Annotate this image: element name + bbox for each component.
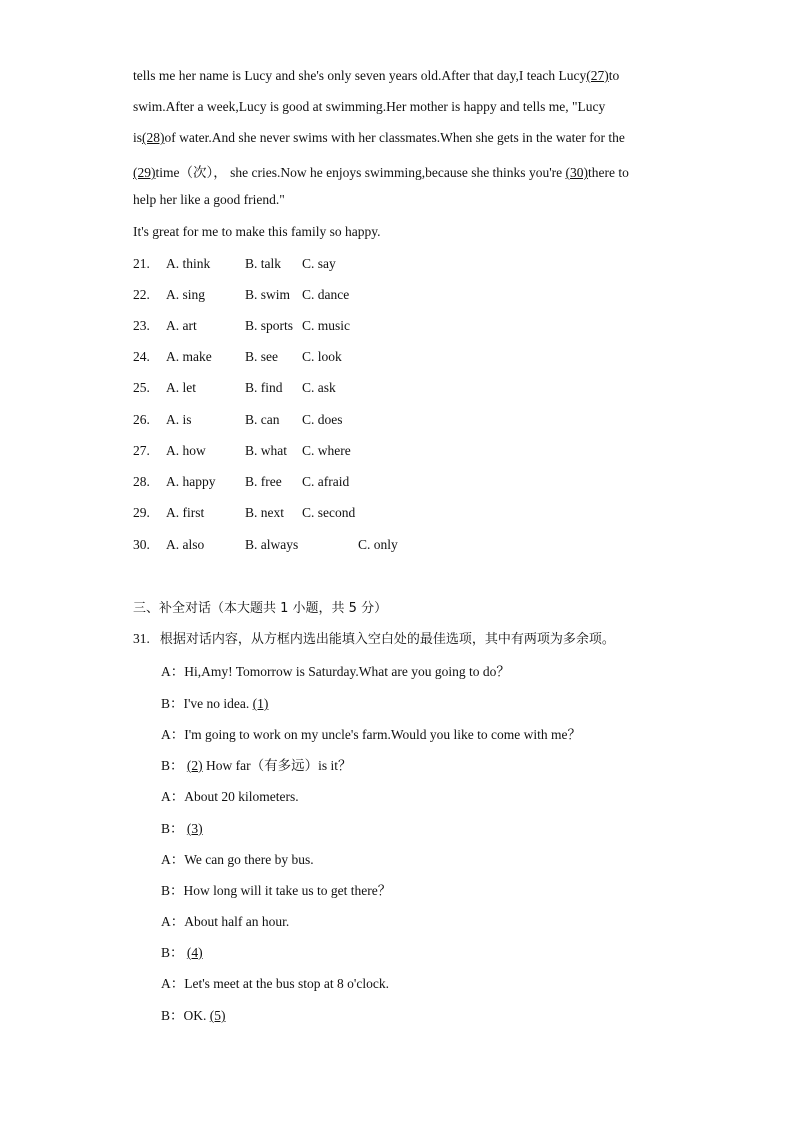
- question-instruction: 根据对话内容，从方框内选出能填入空白处的最佳选项，其中有两项为多余项。: [159, 632, 615, 647]
- option-a: A. happy: [166, 474, 216, 489]
- option-a: A. sing: [166, 287, 206, 302]
- section-heading: 三、补全对话（本大题共 1 小题，共 5 分）: [133, 601, 388, 616]
- dialogue-text: A：We can go there by bus.: [161, 852, 314, 867]
- question-number: 24.: [133, 349, 150, 364]
- passage-text: is: [133, 130, 143, 145]
- dialogue-line: [161, 1004, 226, 1024]
- question-number: 28.: [133, 474, 150, 489]
- dialogue-text: B：How long will it take us to get there？: [161, 883, 392, 898]
- dialogue-text: How far（有多远）is it？: [202, 758, 352, 773]
- option-c: C. second: [302, 505, 356, 520]
- option-b: B. sports: [245, 318, 294, 333]
- option-c: C. does: [302, 412, 343, 427]
- blank-3: (3): [186, 821, 203, 836]
- passage-text: to: [608, 68, 620, 83]
- option-c: C. where: [302, 443, 351, 458]
- option-c: C. afraid: [302, 474, 350, 489]
- dialogue-line: [161, 910, 289, 930]
- option-c: C. ask: [302, 380, 336, 395]
- question-number: 22.: [133, 287, 150, 302]
- passage-text: of water.And she never swims with her classmates.When she gets in the water for the: [164, 130, 625, 145]
- passage-line-1: [133, 68, 619, 84]
- option-b: B. what: [245, 443, 287, 458]
- option-a: A. how: [166, 443, 206, 458]
- option-c: C. say: [302, 256, 336, 271]
- option-b: B. free: [245, 474, 282, 489]
- option-a: A. make: [166, 349, 212, 364]
- option-a: A. also: [166, 537, 205, 552]
- blank-4: (4): [186, 945, 203, 960]
- passage-line-3: [133, 130, 625, 146]
- option-c: C. look: [302, 349, 342, 364]
- dialogue-line: [161, 879, 391, 899]
- option-b: B. swim: [245, 287, 291, 302]
- option-b: B. next: [245, 505, 284, 520]
- option-c: C. music: [302, 318, 351, 333]
- passage-line-2: swim.After a week,Lucy is good at swimming.Her mother is happy and tells me, "Lucy: [133, 99, 606, 114]
- option-b: B. can: [245, 412, 280, 427]
- dialogue-text: B：: [161, 758, 187, 773]
- dialogue-line: [161, 723, 581, 743]
- passage-line-5: help her like a good friend.": [133, 192, 285, 207]
- passage-line-6: It's great for me to make this family so happy.: [133, 224, 381, 239]
- option-a: A. is: [166, 412, 192, 427]
- dialogue-line: [161, 972, 389, 992]
- passage-line-4: [133, 161, 629, 181]
- blank-27: (27): [586, 68, 609, 83]
- question-number: 26.: [133, 412, 150, 427]
- option-b: B. see: [245, 349, 278, 364]
- blank-1: (1): [252, 696, 269, 711]
- blank-29: (29): [133, 165, 156, 180]
- option-b: B. talk: [245, 256, 281, 271]
- dialogue-line: [161, 848, 314, 868]
- dialogue-text: B：I've no idea.: [161, 696, 253, 711]
- dialogue-text: B：: [161, 821, 187, 836]
- option-c: C. dance: [302, 287, 350, 302]
- dialogue-line: [161, 660, 510, 680]
- blank-30: (30): [565, 165, 588, 180]
- blank-2: (2): [186, 758, 203, 773]
- passage-text: tells me her name is Lucy and she's only seven years old.After that day,I teach Lucy: [133, 68, 587, 83]
- dialogue-line: [161, 817, 203, 837]
- question-number: 25.: [133, 380, 150, 395]
- option-a: A. let: [166, 380, 196, 395]
- option-b: B. always: [245, 537, 299, 552]
- passage-text: there to: [587, 165, 629, 180]
- question-number: 29.: [133, 505, 150, 520]
- blank-5: (5): [209, 1008, 226, 1023]
- option-a: A. art: [166, 318, 197, 333]
- dialogue-line: [161, 785, 299, 805]
- question-31: [133, 628, 615, 647]
- question-number: 27.: [133, 443, 150, 458]
- blank-28: (28): [142, 130, 165, 145]
- dialogue-line: [161, 692, 268, 712]
- dialogue-line: [161, 754, 352, 774]
- dialogue-text: B：OK.: [161, 1008, 210, 1023]
- dialogue-text: A：Let's meet at the bus stop at 8 o'clock.: [161, 976, 389, 991]
- dialogue-text: A：Hi,Amy! Tomorrow is Saturday.What are you going to do？: [161, 664, 510, 679]
- question-number: 31.: [133, 631, 150, 646]
- option-c: C. only: [358, 537, 398, 552]
- option-b: B. find: [245, 380, 283, 395]
- question-number: 21.: [133, 256, 150, 271]
- option-a: A. first: [166, 505, 205, 520]
- question-number: 23.: [133, 318, 150, 333]
- dialogue-text: A：About 20 kilometers.: [161, 789, 299, 804]
- dialogue-text: A：About half an hour.: [161, 914, 290, 929]
- dialogue-text: A：I'm going to work on my uncle's farm.Would you like to come with me？: [161, 727, 581, 742]
- passage-text: time（次）， she cries.Now he enjoys swimming,because she thinks you're: [155, 165, 566, 180]
- dialogue-text: B：: [161, 945, 187, 960]
- dialogue-line: [161, 941, 203, 961]
- question-number: 30.: [133, 537, 150, 552]
- option-a: A. think: [166, 256, 211, 271]
